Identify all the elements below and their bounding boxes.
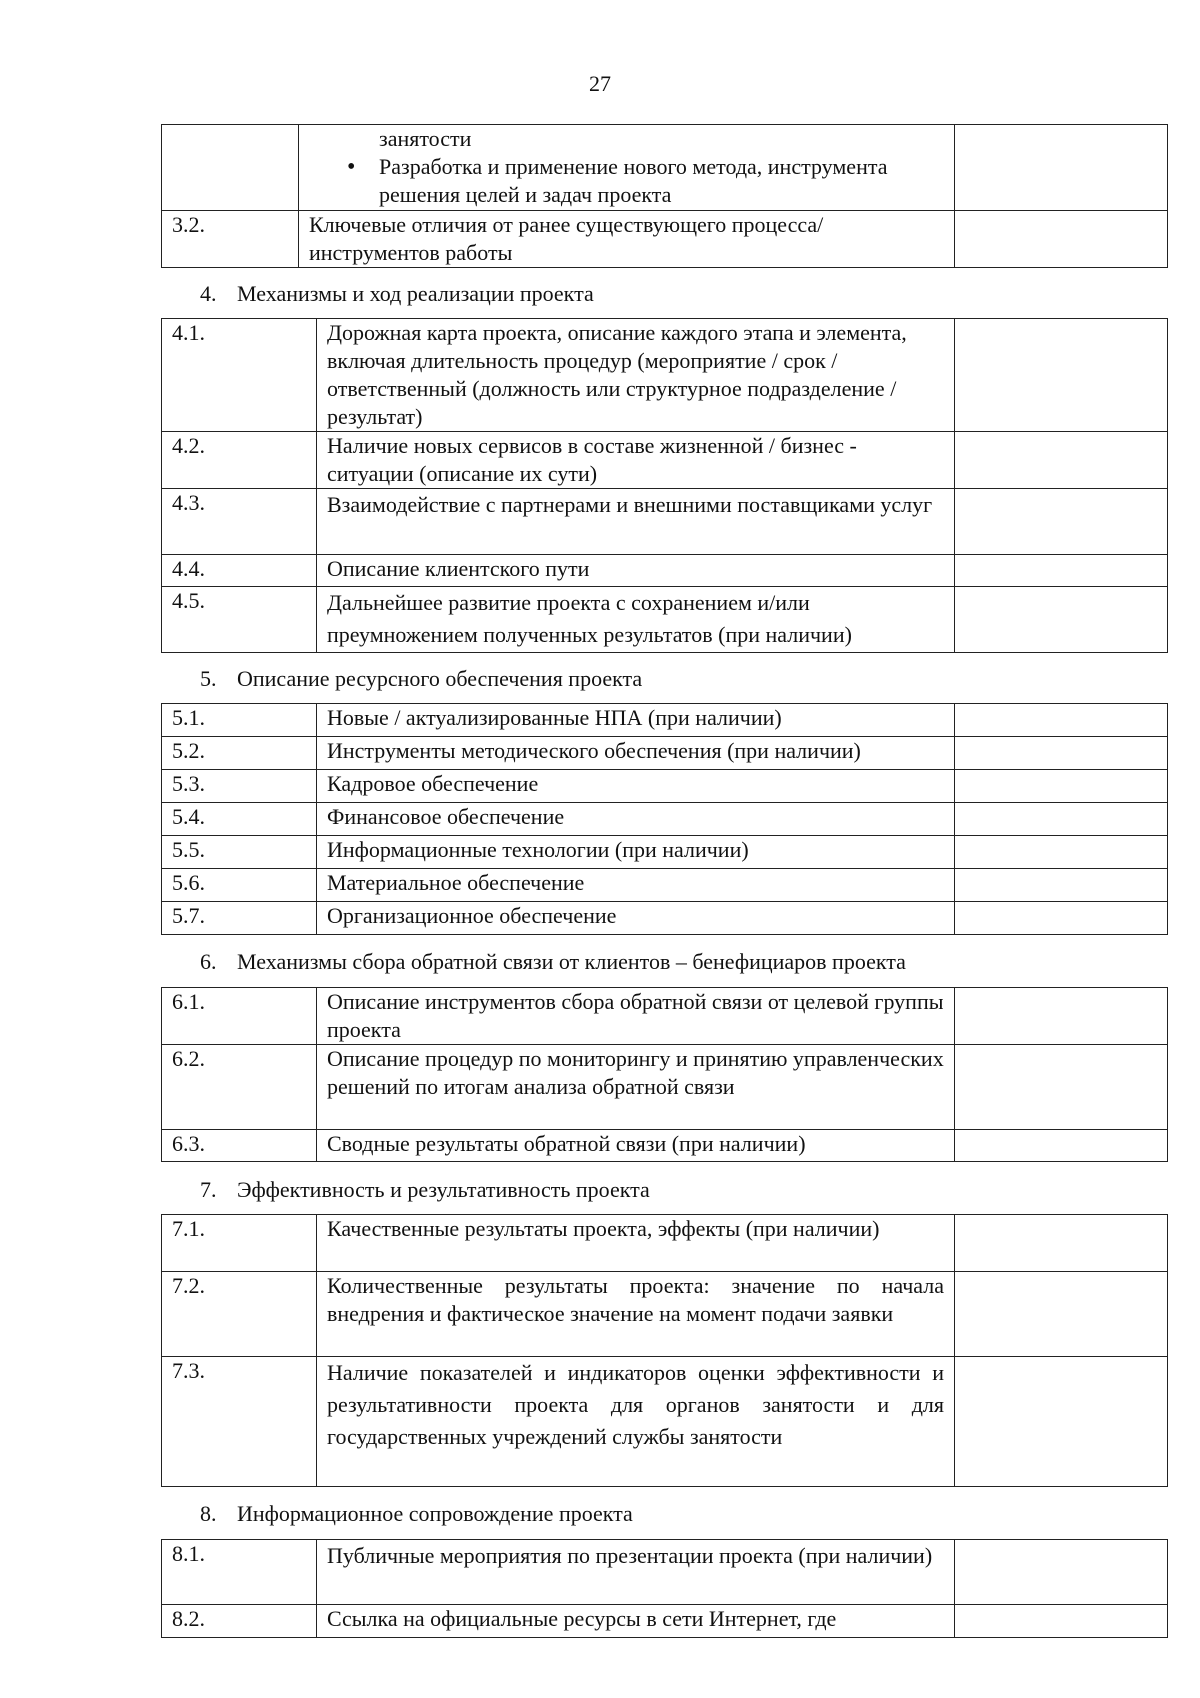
row-description: Описание процедур по мониторингу и принятию управленческих решений по итогам анализа обратной связи <box>317 1045 955 1130</box>
row-description-cell <box>299 125 955 211</box>
table-row <box>162 125 1168 211</box>
score-cell <box>955 1215 1168 1272</box>
table-row <box>162 836 1168 869</box>
score-cell <box>955 836 1168 869</box>
row-description: Ключевые отличия от ранее существующего процесса/инструментов работы <box>299 211 955 268</box>
score-cell <box>955 704 1168 737</box>
row-number: 7.3. <box>162 1357 317 1487</box>
section-heading-4 <box>200 280 594 308</box>
row-description: Описание инструментов сбора обратной связи от целевой группы проекта <box>317 988 955 1045</box>
table-row <box>162 869 1168 902</box>
row-description: Инструменты методического обеспечения (при наличии) <box>317 737 955 770</box>
table-row <box>162 555 1168 587</box>
row-description: Информационные технологии (при наличии) <box>317 836 955 869</box>
section-heading-6 <box>200 948 906 976</box>
section-title: Эффективность и результативность проекта <box>237 1177 650 1202</box>
row-number: 4.5. <box>162 587 317 653</box>
row-description: Организационное обеспечение <box>317 902 955 935</box>
table-section-7 <box>161 1214 1168 1487</box>
table-row <box>162 211 1168 268</box>
row-number: 4.2. <box>162 432 317 489</box>
table-row <box>162 1045 1168 1130</box>
row-description: Дорожная карта проекта, описание каждого этапа и элемента, включая длительность процедур (мероприятие / срок / ответственный (должность или структурное подразделение / результат) <box>317 319 955 432</box>
section-title: Механизмы сбора обратной связи от клиентов – бенефициаров проекта <box>237 949 906 974</box>
table-row <box>162 1605 1168 1638</box>
row-description: Наличие показателей и индикаторов оценки эффективности и результативности проекта для органов занятости и для государственных учреждений службы занятости <box>317 1357 955 1487</box>
score-cell <box>955 1272 1168 1357</box>
page-number: 27 <box>589 71 611 96</box>
row-description: Новые / актуализированные НПА (при наличии) <box>317 704 955 737</box>
row-description: Наличие новых сервисов в составе жизненной / бизнес - ситуации (описание их сути) <box>317 432 955 489</box>
score-cell <box>955 489 1168 555</box>
bullet-list <box>309 125 944 209</box>
row-description: Ссылка на официальные ресурсы в сети Интернет, где <box>317 1605 955 1638</box>
section-number: 6. <box>200 949 217 974</box>
score-cell <box>955 1357 1168 1487</box>
section-number: 8. <box>200 1501 217 1526</box>
row-number: 4.1. <box>162 319 317 432</box>
table-row <box>162 432 1168 489</box>
row-number: 4.4. <box>162 555 317 587</box>
row-description: Качественные результаты проекта, эффекты (при наличии) <box>317 1215 955 1272</box>
score-cell <box>955 1605 1168 1638</box>
row-number: 7.2. <box>162 1272 317 1357</box>
row-number: 5.3. <box>162 770 317 803</box>
row-description: Количественные результаты проекта: значение по начала внедрения и фактическое значение на момент подачи заявки <box>317 1272 955 1357</box>
row-number: 5.6. <box>162 869 317 902</box>
bullet-item: • Разработка и применение нового метода, инструмента решения целей и задач проекта <box>379 153 944 209</box>
section-number: 7. <box>200 1177 217 1202</box>
table-row <box>162 737 1168 770</box>
row-description: Описание клиентского пути <box>317 555 955 587</box>
score-cell <box>955 902 1168 935</box>
table-row <box>162 1215 1168 1272</box>
table-section-4 <box>161 318 1168 653</box>
score-cell <box>955 1045 1168 1130</box>
row-description: Финансовое обеспечение <box>317 803 955 836</box>
table-section-3 <box>161 124 1168 268</box>
row-number: 5.1. <box>162 704 317 737</box>
row-number: 5.2. <box>162 737 317 770</box>
row-number: 6.3. <box>162 1130 317 1162</box>
table-row <box>162 319 1168 432</box>
section-title: Информационное сопровождение проекта <box>237 1501 633 1526</box>
section-number: 4. <box>200 281 217 306</box>
table-section-5 <box>161 703 1168 935</box>
row-description: Сводные результаты обратной связи (при наличии) <box>317 1130 955 1162</box>
row-number: 5.5. <box>162 836 317 869</box>
score-cell <box>955 319 1168 432</box>
table-row <box>162 1357 1168 1487</box>
score-cell <box>955 1130 1168 1162</box>
row-number: 8.1. <box>162 1540 317 1605</box>
row-number: 5.7. <box>162 902 317 935</box>
score-cell <box>955 125 1168 211</box>
score-cell <box>955 803 1168 836</box>
row-number: 8.2. <box>162 1605 317 1638</box>
row-description: Взаимодействие с партнерами и внешними поставщиками услуг <box>317 489 955 555</box>
score-cell <box>955 737 1168 770</box>
table-row <box>162 704 1168 737</box>
table-row <box>162 1540 1168 1605</box>
row-description: Публичные мероприятия по презентации проекта (при наличии) <box>317 1540 955 1605</box>
table-row <box>162 489 1168 555</box>
score-cell <box>955 211 1168 268</box>
score-cell <box>955 1540 1168 1605</box>
row-number: 6.2. <box>162 1045 317 1130</box>
table-section-6 <box>161 987 1168 1162</box>
row-number: 5.4. <box>162 803 317 836</box>
table-row <box>162 902 1168 935</box>
row-number: 6.1. <box>162 988 317 1045</box>
row-number: 7.1. <box>162 1215 317 1272</box>
table-row <box>162 803 1168 836</box>
table-section-8 <box>161 1539 1168 1638</box>
section-heading-5 <box>200 665 642 693</box>
section-title: Механизмы и ход реализации проекта <box>237 281 594 306</box>
score-cell <box>955 432 1168 489</box>
row-number: 4.3. <box>162 489 317 555</box>
row-description: Кадровое обеспечение <box>317 770 955 803</box>
table-row <box>162 988 1168 1045</box>
section-heading-8 <box>200 1500 633 1528</box>
score-cell <box>955 587 1168 653</box>
score-cell <box>955 869 1168 902</box>
score-cell <box>955 988 1168 1045</box>
table-row <box>162 1272 1168 1357</box>
row-description: Дальнейшее развитие проекта с сохранением и/или преумножением полученных результатов (при наличии) <box>317 587 955 653</box>
score-cell <box>955 555 1168 587</box>
continued-text: занятости <box>379 126 472 151</box>
row-description: Материальное обеспечение <box>317 869 955 902</box>
row-number-cell <box>162 125 299 211</box>
section-title: Описание ресурсного обеспечения проекта <box>237 666 643 691</box>
score-cell <box>955 770 1168 803</box>
table-row <box>162 770 1168 803</box>
table-row <box>162 1130 1168 1162</box>
section-heading-7 <box>200 1176 650 1204</box>
row-number: 3.2. <box>162 211 299 268</box>
table-row <box>162 587 1168 653</box>
section-number: 5. <box>200 666 217 691</box>
